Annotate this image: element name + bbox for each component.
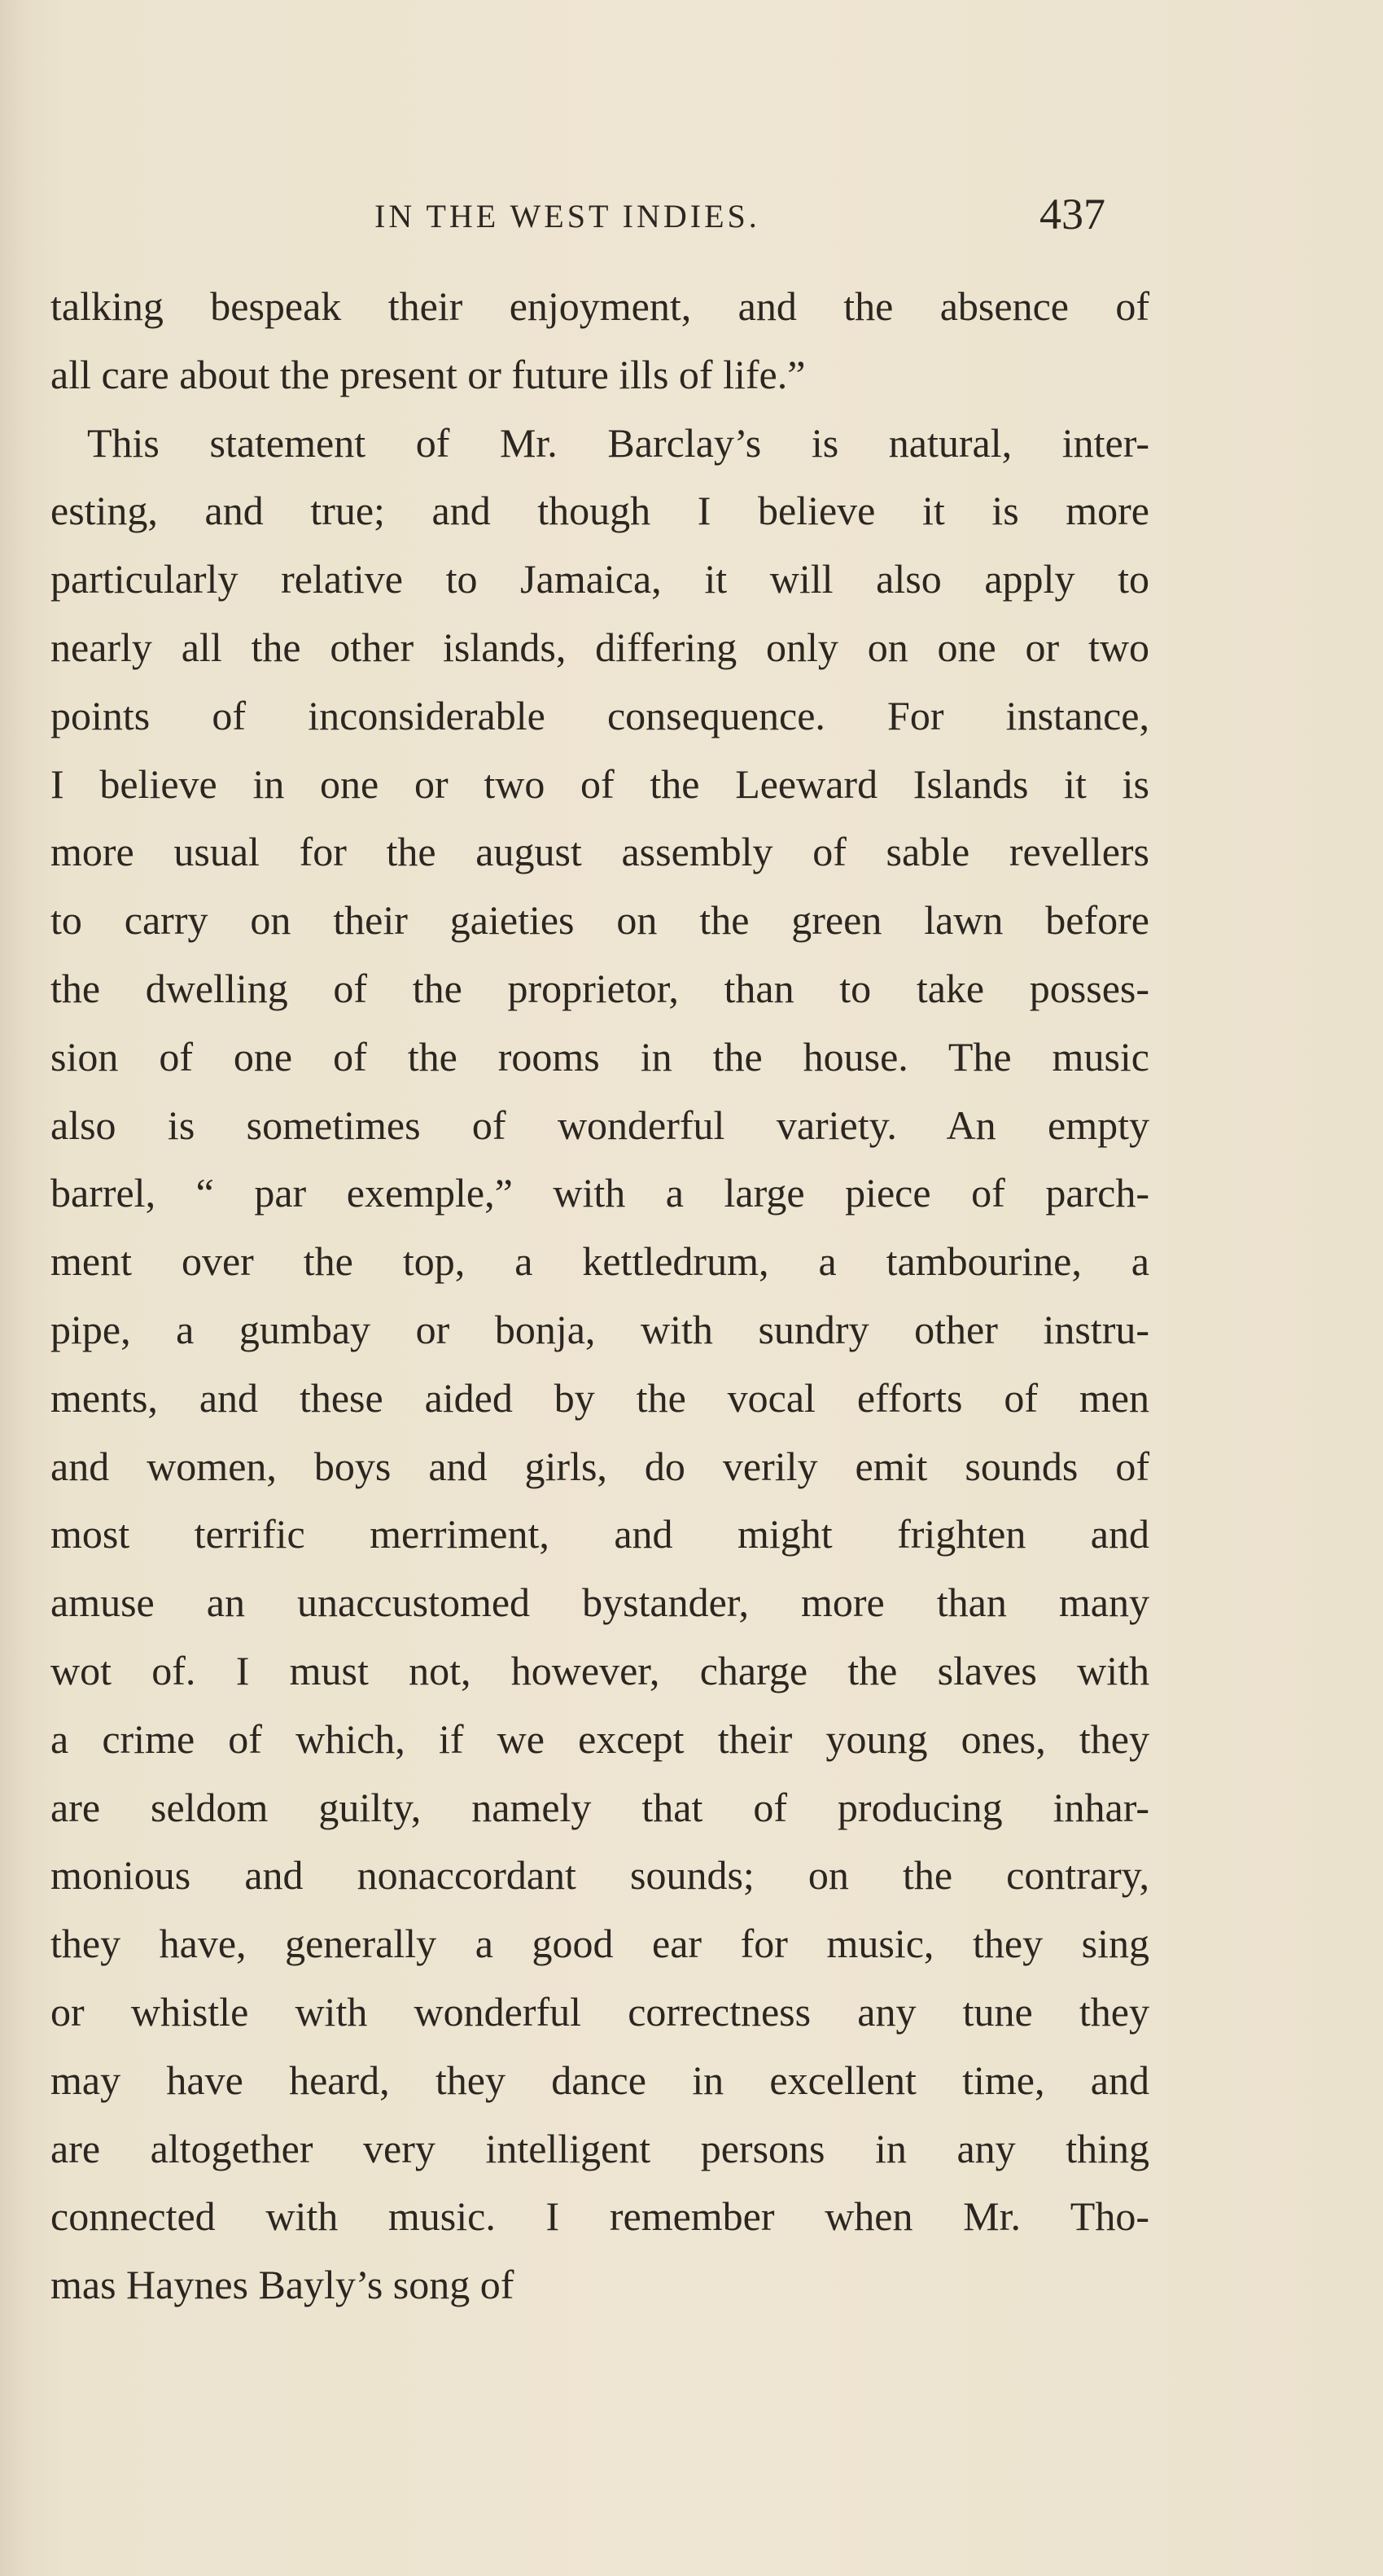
text-line: or whistle with wonderful correctness any tune they: [50, 1988, 1149, 2035]
text-line: to carry on their gaieties on the green lawn before: [50, 897, 1149, 944]
text-line: they have, generally a good ear for music, they sing: [50, 1921, 1149, 1967]
text-line: pipe, a gumbay or bonja, with sundry other instru-: [50, 1306, 1149, 1352]
running-head: IN THE WEST INDIES.: [374, 198, 760, 234]
text-line: talking bespeak their enjoyment, and the absence of: [50, 283, 1149, 329]
text-line: wot of. I must not, however, charge the slaves with: [50, 1647, 1149, 1693]
text-line: sion of one of the rooms in the house. The music: [50, 1033, 1149, 1080]
text-line: ments, and these aided by the vocal efforts of men: [50, 1374, 1149, 1421]
text-line: a crime of which, if we except their young ones, they: [50, 1715, 1149, 1762]
text-line: most terrific merriment, and might frighten and: [50, 1511, 1149, 1557]
text-line: esting, and true; and though I believe it is more: [50, 488, 1149, 534]
text-line: ment over the top, a kettledrum, a tambourine, a: [50, 1238, 1149, 1285]
text-line: barrel, “ par exemple,” with a large piece of parch-: [50, 1170, 1149, 1216]
text-line: connected with music. I remember when Mr. Tho-: [50, 2193, 1149, 2240]
text-line: nearly all the other islands, differing only on one or two: [50, 624, 1149, 670]
text-line: more usual for the august assembly of sable revellers: [50, 829, 1149, 875]
text-line: the dwelling of the proprietor, than to take posses-: [50, 965, 1149, 1011]
text-line: also is sometimes of wonderful variety. An empty: [50, 1102, 1149, 1148]
text-line: are altogether very intelligent persons in any thing: [50, 2125, 1149, 2171]
body-text: [50, 273, 1149, 2320]
page-number: 437: [1039, 190, 1105, 239]
text-line: I believe in one or two of the Leeward Islands it is: [50, 760, 1149, 807]
text-line: amuse an unaccustomed bystander, more than many: [50, 1579, 1149, 1626]
text-line: and women, boys and girls, do verily emit sounds of: [50, 1443, 1149, 1489]
text-line: may have heard, they dance in excellent time, and: [50, 2057, 1149, 2103]
text-line: points of inconsiderable consequence. For instance,: [50, 692, 1149, 738]
page-header: [374, 189, 1105, 246]
text-line: This statement of Mr. Barclay’s is natural, inter-: [87, 419, 1149, 466]
text-line: mas Haynes Bayly’s song of: [50, 2262, 514, 2308]
text-line: particularly relative to Jamaica, it will also apply to: [50, 556, 1149, 602]
text-line: are seldom guilty, namely that of producing inhar-: [50, 1784, 1149, 1830]
text-line: monious and nonaccordant sounds; on the contrary,: [50, 1852, 1149, 1899]
text-line: all care about the present or future ills of life.”: [50, 351, 806, 397]
